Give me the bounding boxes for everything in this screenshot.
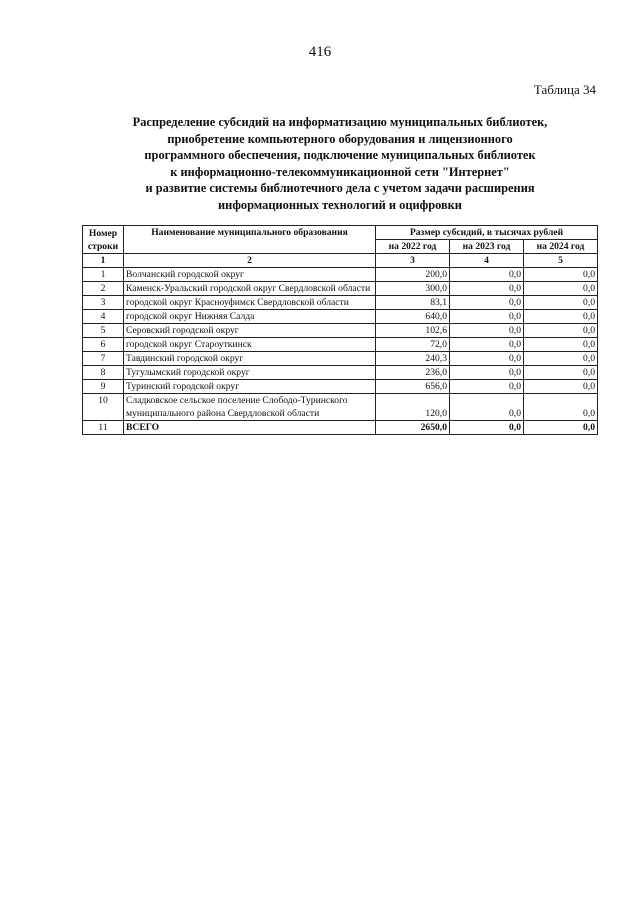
amount-2022: 120,0 — [376, 394, 450, 421]
table-row — [83, 352, 598, 366]
amount-2023: 0,0 — [450, 296, 524, 310]
amount-2022: 236,0 — [376, 366, 450, 380]
subsidy-table — [82, 225, 598, 435]
table-row — [83, 366, 598, 380]
row-number: 6 — [83, 338, 124, 352]
municipality-name: городской округ Староуткинск — [124, 338, 376, 352]
header-year-2022: на 2022 год — [376, 240, 450, 254]
title-line: Распределение субсидий на информатизацию муниципальных библиотек, — [132, 115, 548, 129]
row-number: 8 — [83, 366, 124, 380]
amount-2024: 0,0 — [524, 268, 598, 282]
table-row — [83, 268, 598, 282]
municipality-name: Туринский городской округ — [124, 380, 376, 394]
document-title — [80, 114, 600, 213]
amount-2023: 0,0 — [450, 366, 524, 380]
amount-2022: 83,1 — [376, 296, 450, 310]
amount-2023: 0,0 — [450, 380, 524, 394]
table-row — [83, 324, 598, 338]
amount-2023: 0,0 — [450, 352, 524, 366]
header-row-number: Номер строки — [83, 226, 124, 254]
row-number: 11 — [83, 421, 124, 435]
municipality-name-prefix: Сладковское сельское поселение — [126, 395, 260, 406]
table-row — [83, 380, 598, 394]
row-number: 7 — [83, 352, 124, 366]
table-row — [83, 394, 598, 421]
amount-2023: 0,0 — [450, 394, 524, 421]
column-index: 2 — [124, 254, 376, 268]
amount-2024: 0,0 — [524, 394, 598, 421]
municipality-name: Серовский городской округ — [124, 324, 376, 338]
row-number: 5 — [83, 324, 124, 338]
column-index: 1 — [83, 254, 124, 268]
amount-2024: 0,0 — [524, 338, 598, 352]
header-year-2023: на 2023 год — [450, 240, 524, 254]
total-2024: 0,0 — [524, 421, 598, 435]
amount-2022: 72,0 — [376, 338, 450, 352]
total-2023: 0,0 — [450, 421, 524, 435]
amount-2022: 656,0 — [376, 380, 450, 394]
row-number: 9 — [83, 380, 124, 394]
municipality-name: Волчанский городской округ — [124, 268, 376, 282]
municipality-name-rest: Слободо-Туринского муниципального района Свердловской области — [126, 395, 348, 419]
title-line: к информационно-телекоммуникационной сети "Интернет" — [170, 164, 510, 179]
table-row — [83, 338, 598, 352]
page-number: 416 — [308, 44, 332, 60]
amount-2024: 0,0 — [524, 352, 598, 366]
row-number: 10 — [83, 394, 124, 421]
header-amount-group: Размер субсидий, в тысячах рублей — [376, 226, 598, 240]
total-2022: 2650,0 — [376, 421, 450, 435]
column-index: 4 — [450, 254, 524, 268]
title-line: приобретение компьютерного оборудования и лицензионного — [167, 131, 513, 146]
table-row — [83, 296, 598, 310]
amount-2022: 102,6 — [376, 324, 450, 338]
header-municipality-name: Наименование муниципального образования — [124, 226, 376, 254]
table-row — [83, 310, 598, 324]
municipality-name — [124, 394, 376, 421]
table-label: Таблица 34 — [533, 82, 596, 97]
amount-2024: 0,0 — [524, 282, 598, 296]
amount-2022: 240,3 — [376, 352, 450, 366]
amount-2022: 640,0 — [376, 310, 450, 324]
title-line: программного обеспечения, подключение муниципальных библиотек — [144, 148, 536, 162]
amount-2022: 300,0 — [376, 282, 450, 296]
municipality-name: Тугулымский городской округ — [124, 366, 376, 380]
municipality-name: городской округ Красноуфимск Свердловской области — [124, 296, 376, 310]
row-number: 4 — [83, 310, 124, 324]
amount-2022: 200,0 — [376, 268, 450, 282]
amount-2023: 0,0 — [450, 324, 524, 338]
municipality-name: Каменск-Уральский городской округ Свердловской области — [124, 282, 376, 296]
column-index: 3 — [376, 254, 450, 268]
amount-2023: 0,0 — [450, 310, 524, 324]
row-number: 3 — [83, 296, 124, 310]
title-line: и развитие системы библиотечного дела с учетом задачи расширения — [145, 181, 535, 195]
header-year-2024: на 2024 год — [524, 240, 598, 254]
amount-2024: 0,0 — [524, 310, 598, 324]
amount-2024: 0,0 — [524, 366, 598, 380]
amount-2024: 0,0 — [524, 296, 598, 310]
amount-2024: 0,0 — [524, 324, 598, 338]
column-index: 5 — [524, 254, 598, 268]
title-line: информационных технологий и оцифровки — [218, 197, 462, 212]
amount-2023: 0,0 — [450, 268, 524, 282]
municipality-name: Тавдинский городской округ — [124, 352, 376, 366]
total-row — [83, 421, 598, 435]
municipality-name: городской округ Нижняя Салда — [124, 310, 376, 324]
amount-2023: 0,0 — [450, 282, 524, 296]
amount-2024: 0,0 — [524, 380, 598, 394]
amount-2023: 0,0 — [450, 338, 524, 352]
table-row — [83, 282, 598, 296]
row-number: 1 — [83, 268, 124, 282]
total-label: ВСЕГО — [124, 421, 376, 435]
row-number: 2 — [83, 282, 124, 296]
